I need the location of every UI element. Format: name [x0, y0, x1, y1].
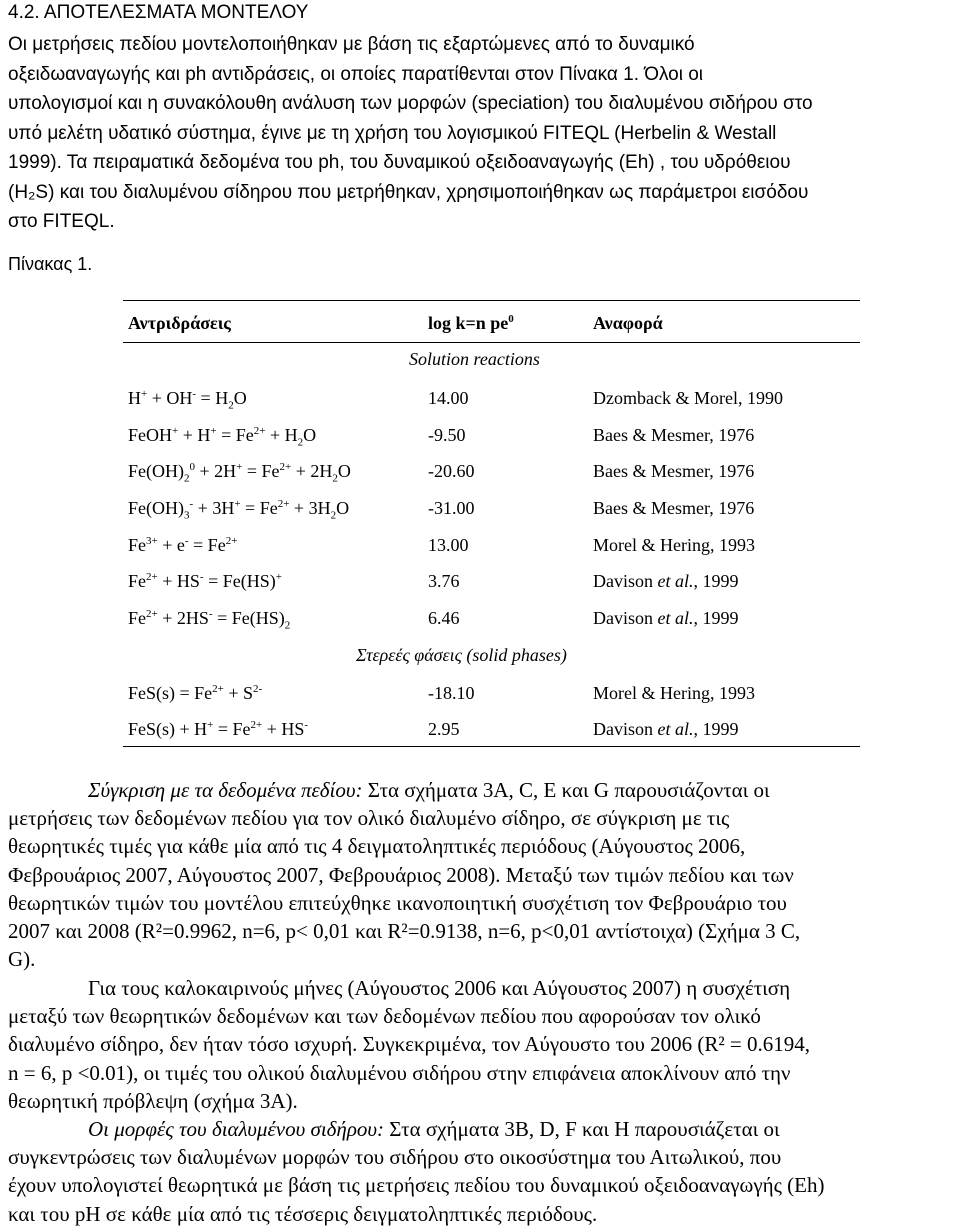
intro-paragraph: [8, 30, 953, 237]
species-lead: Οι μορφές του διαλυμένου σιδήρου:: [88, 1117, 385, 1141]
intro-line: Οι μετρήσεις πεδίου μοντελοποιήθηκαν με βάση τις εξαρτώμενες από το δυναμικό: [8, 34, 695, 55]
table-caption: Πίνακας 1.: [8, 254, 93, 274]
section-solution-reactions: Solution reactions: [409, 349, 540, 369]
table-top-rule: [123, 300, 860, 301]
intro-line: 1999). Τα πειραματικά δεδομένα του ph, του δυναμικού οξειδοαναγωγής (Eh) , του υδρόθειου: [8, 152, 791, 173]
reference-cell: Davison et al., 1999: [593, 719, 739, 739]
col-header-reference: Αναφορά: [593, 313, 663, 333]
reference-cell: Davison et al., 1999: [593, 608, 739, 628]
reference-cell: Baes & Mesmer, 1976: [593, 498, 755, 518]
reaction-cell: $FeS(s) = Fe^{2+} + S^{2-}$: [128, 683, 263, 703]
reaction-cell: $Fe(OH)_2^0 + 2H^+ = Fe^{2+} + 2H_2O$: [128, 461, 351, 485]
reference-cell: Davison et al., 1999: [593, 571, 739, 591]
intro-line: (H₂S) και του διαλυμένου σίδηρου που μετρήθηκαν, χρησιμοποιήθηκαν ως παράμετροι εισόδου: [8, 181, 809, 203]
reaction-cell: FeOH+ + $H^+ = Fe^{2+} + H_2O$: [128, 425, 317, 449]
logk-cell: -20.60: [428, 461, 475, 481]
intro-line: υπό μελέτη υδατικό σύστημα, έγινε με τη χρήση του λογισμικού FITEQL (Herbelin & Westall: [8, 122, 777, 144]
logk-cell: -9.50: [428, 425, 466, 445]
reaction-cell: $Fe^{3+} + e^- = Fe^{2+}$: [128, 535, 238, 555]
reference-cell: Morel & Hering, 1993: [593, 535, 755, 555]
table-bottom-rule: [123, 746, 860, 747]
species-paragraph: Οι μορφές του διαλυμένου σιδήρου: Στα σχήματα 3B, D, F και H παρουσιάζεται οι συγκεντρώσεις των διαλυμένων μορφών του σιδήρου στο οικοσύστημα του Αιτωλικού, που έχουν υπολογιστεί θεωρητικά με βάση τις μετρήσεις πεδίου του δυναμικού οξειδοαναγωγής (Eh) και του pH σε κάθε μία από τις τέσσερις δειγματοληπτικές περιόδους.: [8, 1117, 825, 1226]
comparison-lead: Σύγκριση με τα δεδομένα πεδίου:: [88, 778, 363, 802]
col-header-logk: log k=n $pe^0$: [428, 313, 514, 333]
reaction-cell: $Fe(OH)_3^- + 3H^+ = Fe^{2+} + 3H_2O$: [128, 498, 350, 522]
section-heading: 4.2. ΑΠΟΤΕΛΕΣΜΑΤΑ ΜΟΝΤΕΛΟΥ: [8, 2, 309, 23]
logk-cell: -31.00: [428, 498, 475, 518]
logk-cell: 14.00: [428, 388, 469, 408]
logk-cell: 3.76: [428, 571, 460, 591]
col-header-reactions: Αντριδράσεις: [128, 313, 231, 333]
logk-cell: 2.95: [428, 719, 460, 739]
reference-cell: Morel & Hering, 1993: [593, 683, 755, 703]
reaction-cell: $Fe^{2+} + HS^- = Fe(HS)^+$: [128, 571, 282, 591]
reference-cell: Dzomback & Morel, 1990: [593, 388, 783, 408]
intro-line: στο FITEQL.: [8, 211, 115, 232]
reference-cell: Baes & Mesmer, 1976: [593, 425, 755, 445]
reaction-cell: $FeS(s) + H^+ = Fe^{2+} + HS^-$: [128, 719, 309, 739]
table-header-rule: [123, 342, 860, 343]
reference-cell: Baes & Mesmer, 1976: [593, 461, 755, 481]
reaction-cell: $Fe^{2+} + 2HS^- = Fe(HS)_2$: [128, 608, 291, 632]
logk-cell: 6.46: [428, 608, 460, 628]
reaction-cell: $H^+ + OH^- = H_2O$: [128, 388, 247, 412]
comparison-paragraph: Σύγκριση με τα δεδομένα πεδίου: Στα σχήματα 3A, C, E και G παρουσιάζονται οι μετρήσεις των δεδομένων πεδίου για τον ολικό διαλυμένο σίδηρο, σε σύγκριση με τις θεωρητικές τιμές για κάθε μία από τις 4 δειγματοληπτικές περιόδους (Αύγουστος 2006, Φεβρουάριος 2007, Αύγουστος 2007, Φεβρουάριος 2008). Μεταξύ των τιμών πεδίου και των θεωρητικών τιμών του μοντέλου επιτεύχθηκε ικανοποιητική συσχέτιση τον Φεβρουάριο του 2007 και 2008 (R²=0.9962, n=6, p< 0,01 και R²=0.9138, n=6, p<0,01 αντίστοιχα) (Σχήμα 3 C, G).: [8, 778, 801, 972]
intro-line: οξειδωαναγωγής και ph αντιδράσεις, οι οποίες παρατίθενται στον Πίνακα 1. Όλοι οι: [8, 63, 704, 85]
logk-cell: -18.10: [428, 683, 475, 703]
summer-paragraph: Για τους καλοκαιρινούς μήνες (Αύγουστος 2006 και Αύγουστος 2007) η συσχέτιση μεταξύ των θεωρητικών δεδομένων και των δεδομένων πεδίου που αφορούσαν τον ολικό διαλυμένο σίδηρο, δεν ήταν τόσο ισχυρή. Συγκεκριμένα, τον Αύγουστο του 2006 (R² = 0.6194, n = 6, p <0.01), οι τιμές του ολικού διαλυμένου σιδήρου στην επιφάνεια αποκλίνουν από την θεωρητική πρόβλεψη (σχήμα 3A).: [8, 976, 811, 1113]
intro-line: υπολογισμοί και η συνακόλουθη ανάλυση των μορφών (speciation) του διαλυμένου σιδήρου στο: [8, 93, 813, 114]
section-solid-phases: Στερεές φάσεις (solid phases): [356, 645, 567, 665]
logk-cell: 13.00: [428, 535, 469, 555]
